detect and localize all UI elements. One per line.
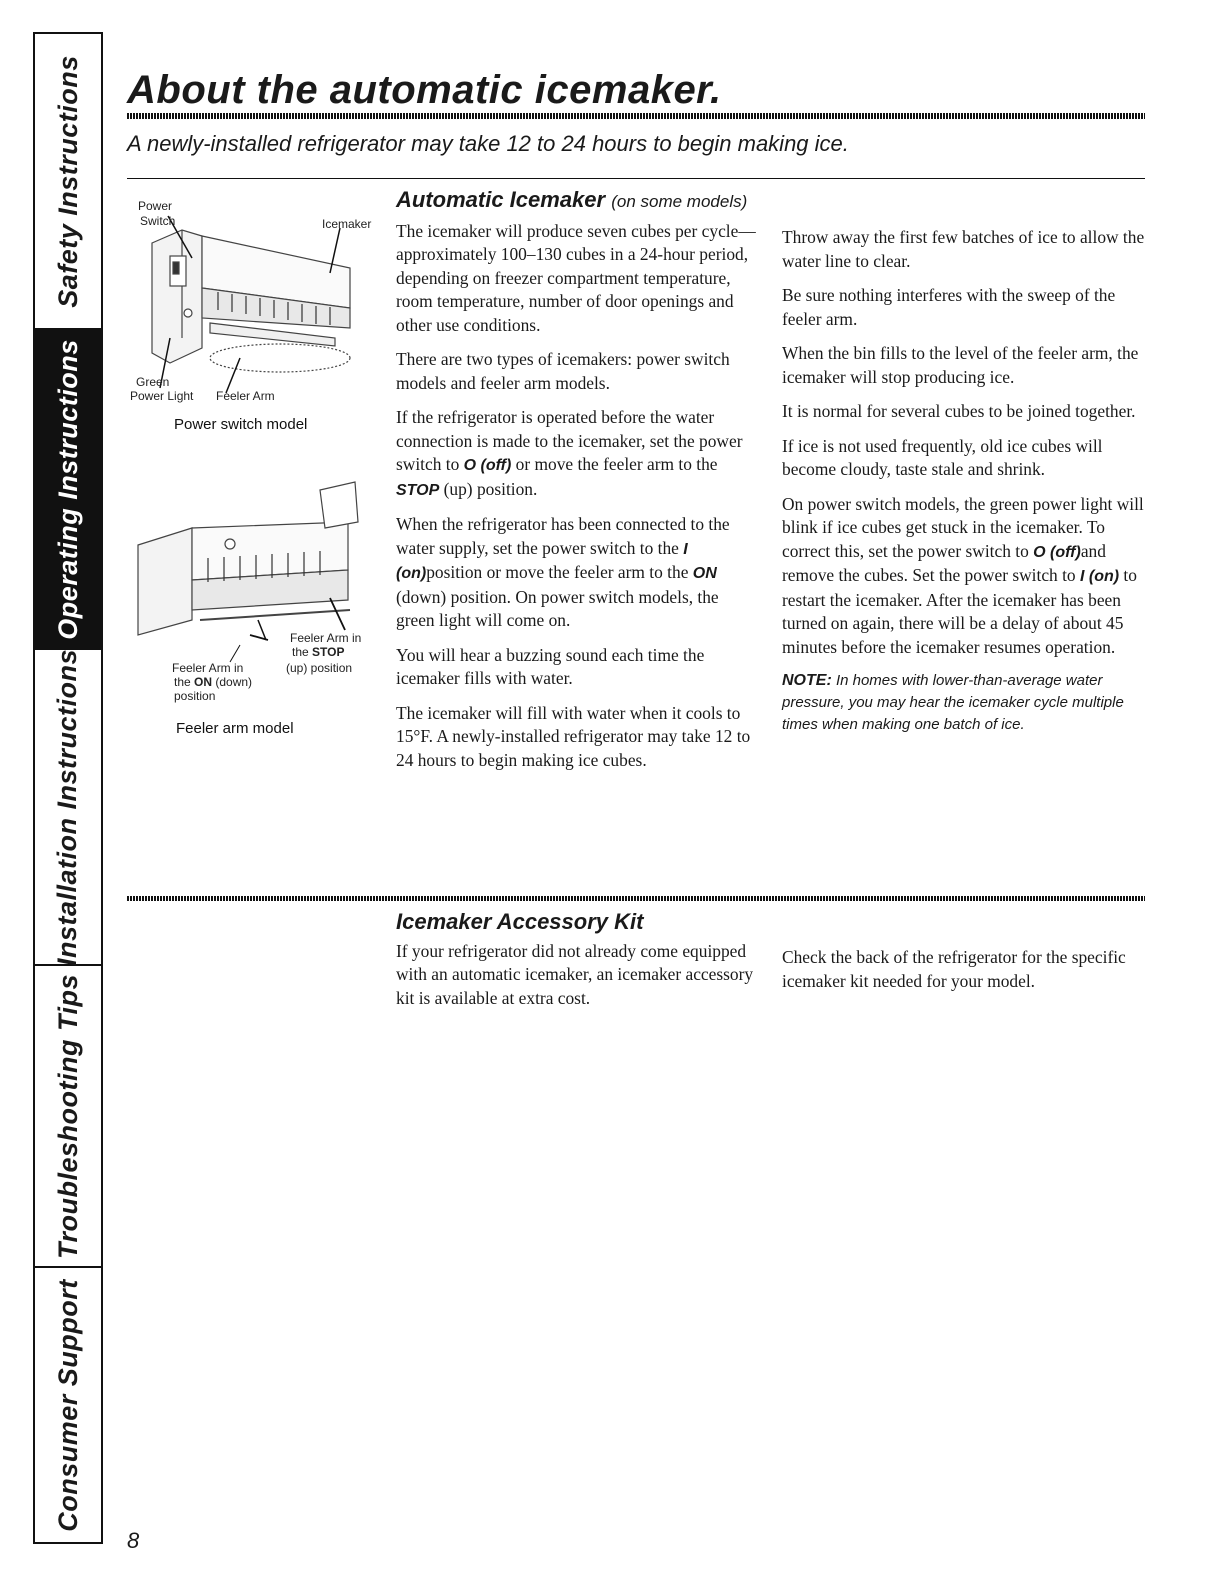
- paragraph: If your refrigerator did not already come equipped with an automatic icemaker, an icemaker accessory kit is available at extra cost.: [396, 940, 754, 1008]
- tab-installation-instructions[interactable]: Installation Instructions: [35, 650, 101, 966]
- label-stop-line: the STOP: [292, 645, 345, 659]
- label-green: Green: [136, 375, 170, 389]
- paragraph: You will hear a buzzing sound each time the icemaker fills with water.: [396, 644, 705, 688]
- accessory-kit-right-column: [782, 946, 1147, 1004]
- page-subtitle: A newly-installed refrigerator may take 12 to 24 hours to begin making ice.: [127, 131, 849, 156]
- page-number: 8: [127, 1528, 140, 1553]
- label-switch: Switch: [140, 214, 176, 228]
- automatic-icemaker-right-column: [782, 226, 1147, 747]
- paragraph: The icemaker will produce seven cubes per cycle—approximately 100–130 cubes in a 24-hour period, depending on freezer compartment temperature, room temperature, number of door openings and other use conditions.: [396, 220, 756, 335]
- label-icemaker: Icemaker: [322, 217, 372, 231]
- label-up-position: (up) position: [286, 661, 353, 675]
- paragraph: On power switch models, the green power light will blink if ice cubes get stuck in the icemaker. To correct this, set the power switch to O (off)and remove the cubes. Set the power switch to I (on) to restart the icemaker. After the icemaker has been turned on again, there will be a delay of about 45 minutes before the icemaker resumes operation.: [782, 493, 1144, 657]
- note: NOTE: In homes with lower-than-average water pressure, you may hear the icemaker cycle multiple times when making one batch of ice.: [782, 672, 1124, 733]
- subtitle-rule: [127, 178, 1145, 179]
- paragraph: If the refrigerator is operated before the water connection is made to the icemaker, set the power switch to O (off) or move the feeler arm to the STOP (up) position.: [396, 407, 743, 499]
- paragraph: Be sure nothing interferes with the sweep of the feeler arm.: [782, 285, 1116, 329]
- section-rule: [127, 896, 1145, 901]
- paragraph: When the refrigerator has been connected to the water supply, set the power switch to the I (on)position or move the feeler arm to the ON (down) position. On power switch models, the green light will come on.: [396, 514, 730, 630]
- paragraph: It is normal for several cubes to be joined together.: [782, 401, 1136, 421]
- accessory-kit-heading: Icemaker Accessory Kit: [396, 909, 644, 934]
- tab-safety-instructions[interactable]: Safety Instructions: [35, 34, 101, 330]
- paragraph: When the bin fills to the level of the feeler arm, the icemaker will stop producing ice.: [782, 343, 1139, 387]
- paragraph: Throw away the first few batches of ice to allow the water line to clear.: [782, 227, 1145, 271]
- paragraph: Check the back of the refrigerator for the specific icemaker kit needed for your model.: [782, 947, 1126, 991]
- label-power-light: Power Light: [130, 389, 194, 403]
- automatic-icemaker-section: [396, 188, 756, 783]
- automatic-icemaker-heading: Automatic Icemaker (on some models): [396, 187, 748, 212]
- label-feeler-arm: Feeler Arm: [216, 389, 275, 403]
- tab-consumer-support[interactable]: Consumer Support: [52, 1278, 83, 1532]
- label-position: position: [174, 689, 216, 703]
- page-title: About the automatic icemaker.: [127, 68, 722, 112]
- feeler-arm-figure: [130, 470, 380, 750]
- sidebar-tabs: [33, 32, 103, 1544]
- power-switch-figure: [130, 188, 380, 448]
- paragraph: The icemaker will fill with water when it cools to 15°F. A newly-installed refrigerator may take 12 to 24 hours to begin making ice cubes.: [396, 702, 751, 770]
- paragraph: There are two types of icemakers: power switch models and feeler arm models.: [396, 349, 730, 393]
- caption-power-switch-model: Power switch model: [174, 416, 308, 433]
- accessory-kit-section: [396, 910, 756, 1021]
- tab-operating-instructions[interactable]: Operating Instructions: [35, 330, 101, 650]
- label-on-down: the ON (down): [174, 675, 253, 689]
- label-feeler-arm-in-stop: Feeler Arm in: [290, 631, 362, 645]
- caption-feeler-arm-model: Feeler arm model: [176, 720, 294, 737]
- title-rule: [127, 113, 1145, 119]
- label-power: Power: [138, 199, 173, 213]
- label-feeler-arm-in-on: Feeler Arm in: [172, 661, 244, 675]
- paragraph: If ice is not used frequently, old ice cubes will become cloudy, taste stale and shrink.: [782, 435, 1103, 479]
- tab-troubleshooting-tips[interactable]: Troubleshooting Tips: [35, 966, 101, 1268]
